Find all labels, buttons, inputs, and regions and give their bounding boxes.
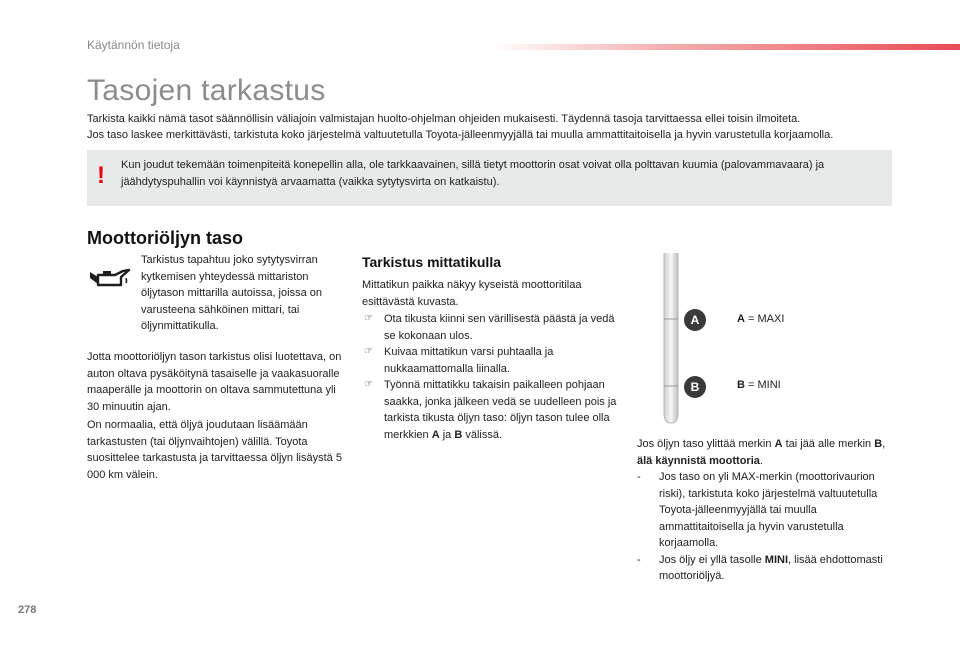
advice-paragraph: Jos öljyn taso ylittää merkin A tai jää alle merkin B, älä käynnistä moottoria.: [637, 438, 886, 467]
list-item: [362, 344, 622, 377]
list-item: [362, 311, 622, 344]
section-label: Käytännön tietoja: [87, 38, 180, 52]
intro-line-2: Jos taso laskee merkittävästi, tarkistuta koko järjestelmä valtuutetulla Toyota-jälleenmyyjällä tai muulla ammattitaitoisella ja hyvin varustetulla korjaamolla.: [87, 129, 834, 141]
advice-block: [637, 436, 899, 585]
warning-text: Kun joudut tekemään toimenpiteitä konepellin alla, ole tarkkaavainen, sillä tietyt moottorin osat voivat olla polttavan kuumia (palovammavaara) ja jäähdytyspuhallin voi käynnistyä arvaamatta (vaikka sytytysvirta on katkaistu).: [121, 159, 825, 188]
list-item: [362, 377, 622, 443]
pointing-hand-icon: ☞: [364, 379, 373, 390]
header-accent-bar: [490, 44, 960, 50]
oil-paragraph-3: On normaalia, että öljyä joudutaan lisäämään tarkastusten (tai öljynvaihtojen) välillä. Toyota suosittelee tarkastusta ja tarvittaessa öljyn lisäystä 5 000 km välein.: [87, 419, 342, 481]
intro-text: [87, 111, 897, 143]
pointing-hand-icon: ☞: [364, 313, 373, 324]
step-1-text: Ota tikusta kiinni sen värillisestä päästä ja vedä se kokonaan ulos.: [384, 313, 615, 342]
marker-a-icon: A: [684, 309, 706, 331]
list-item: [637, 469, 899, 552]
oil-paragraph-2: Jotta moottoriöljyn tason tarkistus olisi luotettava, on auton oltava pysäköitynä tasaiselle ja vaakasuoralle maaperälle ja moottorin on oltava sammutettuna yli 30 minuutin ajan.: [87, 351, 342, 413]
oil-paragraph-1: Tarkistus tapahtuu joko sytytysvirran kytkemisen yhteydessä mittariston öljytason mittarilla autoissa, joissa on varusteena sähköinen mittari, tai öljynmittatikulla.: [141, 254, 322, 332]
marker-b-icon: B: [684, 376, 706, 398]
page-title: Tasojen tarkastus: [87, 74, 326, 107]
dipstick-intro: Mittatikun paikka näkyy kyseistä moottoritilaa esittävästä kuvasta.: [362, 279, 582, 308]
pointing-hand-icon: ☞: [364, 346, 373, 357]
dash-bullet: -: [637, 471, 641, 483]
step-2-text: Kuivaa mittatikun varsi puhtaalla ja nukkaamattomalla liinalla.: [384, 346, 554, 375]
exclamation-icon: !: [97, 162, 105, 189]
step-3-text: Työnnä mittatikku takaisin paikalleen pohjaan saakka, jonka jälkeen vedä se uudelleen pois ja tarkista tikusta öljyn taso: öljyn tason tulee olla merkkien A ja B välissä.: [384, 379, 617, 441]
page-number: 278: [18, 604, 37, 616]
list-item: [637, 552, 899, 585]
dipstick-heading: Tarkistus mittatikulla: [362, 254, 502, 270]
intro-line-1: Tarkista kaikki nämä tasot säännöllisin väliajoin valmistajan huolto-ohjelman ohjeiden mukaisesti. Täydennä tasoja tarvittaessa ellei toisin ilmoiteta.: [87, 113, 801, 125]
dash-bullet: -: [637, 553, 641, 566]
oil-can-icon: [87, 266, 131, 290]
oil-level-heading: Moottoriöljyn taso: [87, 228, 243, 248]
dipstick-illustration: [658, 253, 684, 428]
dipstick-steps: [362, 311, 622, 443]
warning-box: [87, 150, 892, 206]
advice-list: [637, 469, 899, 585]
advice-item-2: Jos öljy ei yllä tasolle MINI, lisää ehdottomasti moottoriöljyä.: [659, 553, 883, 582]
advice-item-1: Jos taso on yli MAX-merkin (moottorivaurion riski), tarkistuta koko järjestelmä valtuutetulla Toyota-jälleenmyyjällä tai muulla ammattitaitoisella ja hyvin varustetulla korjaamolla.: [659, 471, 878, 549]
legend-mini: B = MINI: [737, 379, 781, 391]
legend-maxi: A = MAXI: [737, 313, 785, 325]
